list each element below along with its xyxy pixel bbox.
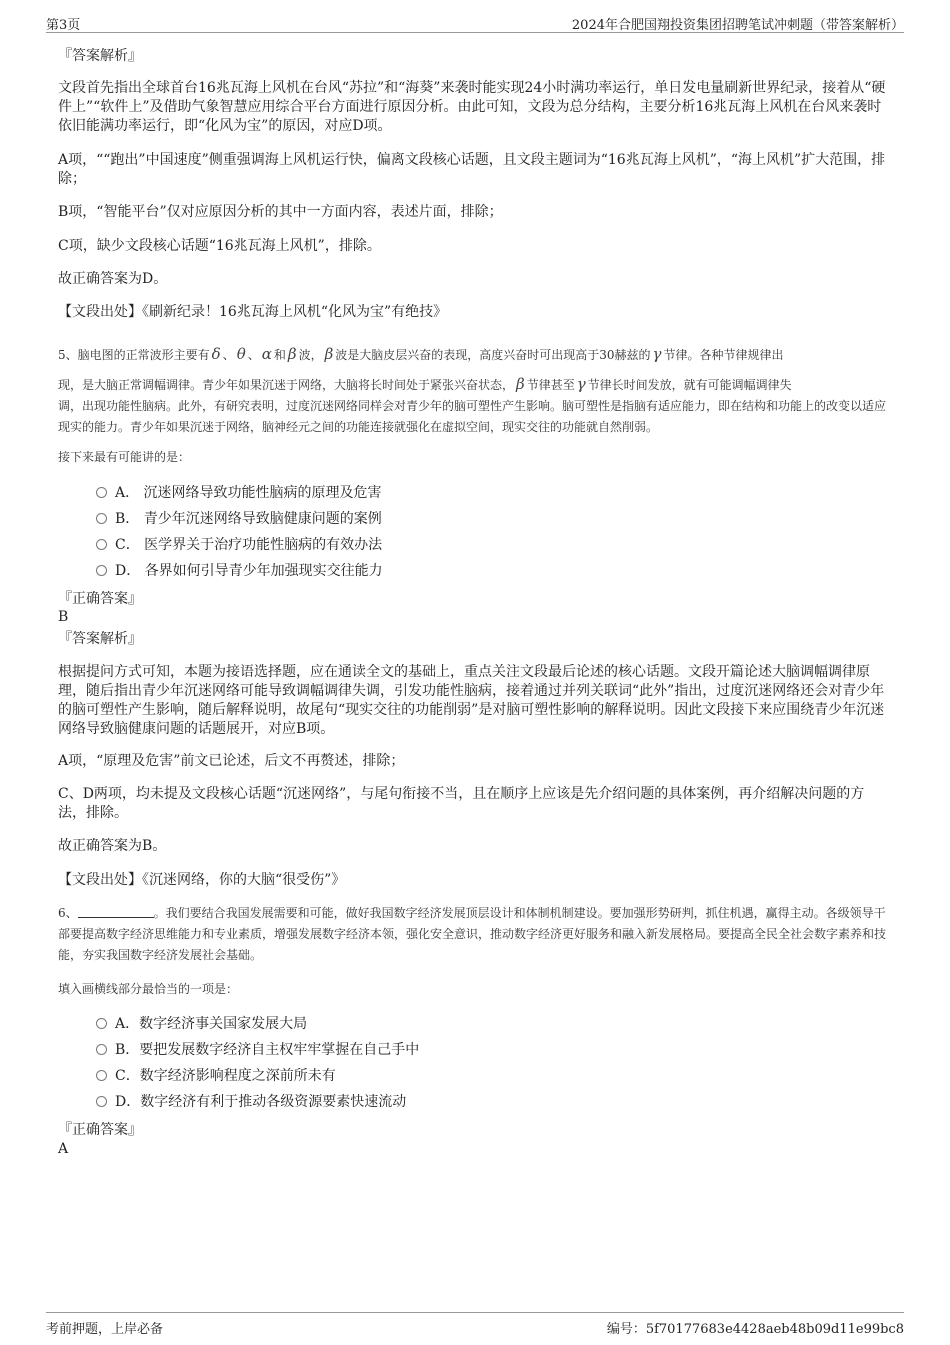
- q5-analysis-text: 根据提问方式可知，本题为接语选择题，应在通读全文的基础上，重点关注文段最后论述的核心话题。文段开篇论述大脑调幅调律原理，随后指出青少年沉迷网络可能导致调幅调律失调，引发功能性脑病，接着通过并列关联词“此外”指出，过度沉迷网络还会对青少年的脑可塑性产生影响，随后解释说明，故尾句“现实交往的功能削弱”是对脑可塑性影响的解释说明。因此文段接下来应围绕青少年沉迷网络导致脑健康问题的话题展开，对应B项。: [58, 664, 885, 737]
- q4-source: 【文段出处】《刷新纪录！16兆瓦海上风机“化风为宝”有绝技》: [58, 304, 448, 320]
- q6-option-a[interactable]: A．数字经济事关国家发展大局: [96, 1014, 307, 1034]
- q5-analysis-label: 『答案解析』: [58, 631, 142, 647]
- q4-analysis-text: 文段首先指出全球首台16兆瓦海上风机在台风“苏拉”和“海葵”来袭时能实现24小时满功率运行，单日发电量刷新世界纪录，接着从“硬件上”“软件上”及借助气象智慧应用综合平台方面进行原因分析。由此可知，文段为总分结构，主要分析16兆瓦海上风机在台风来袭时依旧能满功率运行，即“化风为宝”的原因，对应D项。: [58, 80, 886, 134]
- alpha-symbol: α: [261, 345, 272, 363]
- q5-answer-label: 『正确答案』: [58, 591, 142, 607]
- q5-stem: 5、脑电图的正常波形主要有 δ 、 θ 、 α 和 β 波， β 波是大脑皮层兴奋的表现，高度兴奋时可出现高于30赫兹的 γ 节律。各种节律规律出 现，是大脑正常调幅调律。青少年如果沉迷于网络，大脑将长时间处于紧张兴奋状态， β 节律甚至 γ 节律长时间发放，就有可能调幅调律失 调，出现功能性脑病。此外，有研究表明，过度沉迷网络同样会对青少年的脑可塑性产生影响。脑可塑性是指脑有适应能力，即在结构和功能上的改变以适应现实的能力。青少年如果沉迷于网络，脑神经元之间的功能连接就强化在虚拟空间，现实交往的功能就自然削弱。: [58, 345, 887, 434]
- q5-option-c[interactable]: C． 医学界关于治疗功能性脑病的有效办法: [96, 535, 382, 555]
- theta-symbol: θ: [236, 345, 246, 363]
- radio-icon[interactable]: [96, 1018, 107, 1029]
- q5-answer: B: [58, 609, 69, 625]
- beta-symbol: β: [516, 375, 525, 393]
- fill-blank: [78, 905, 154, 918]
- delta-symbol: δ: [211, 345, 221, 363]
- document-id: 编号：5f70177683e4428aeb48b09d11e99bc8: [606, 1322, 904, 1337]
- radio-icon[interactable]: [96, 1044, 107, 1055]
- gamma-symbol: γ: [652, 345, 662, 363]
- beta-symbol: β: [324, 345, 334, 363]
- q5-prompt: 接下来最有可能讲的是：: [58, 450, 191, 464]
- q6-answer: A: [58, 1141, 69, 1157]
- document-title: 2024年合肥国翔投资集团招聘笔试冲刺题（带答案解析）: [571, 18, 904, 33]
- q5-conclusion: 故正确答案为B。: [58, 838, 167, 854]
- radio-icon[interactable]: [96, 565, 107, 576]
- q6-option-d[interactable]: D．数字经济有利于推动各级资源要素快速流动: [96, 1092, 406, 1112]
- gamma-symbol: γ: [576, 375, 586, 393]
- q6-prompt: 填入画横线部分最恰当的一项是：: [58, 982, 239, 996]
- q5-option-d[interactable]: D． 各界如何引导青少年加强现实交往能力: [96, 561, 383, 581]
- q5-option-b[interactable]: B． 青少年沉迷网络导致脑健康问题的案例: [96, 509, 382, 529]
- q5-option-cd-explain: C、D两项，均未提及文段核心话题“沉迷网络”，与尾句衔接不当，且在顺序上应该是先介绍问题的具体案例，再介绍解决问题的方法，排除。: [58, 786, 865, 821]
- radio-icon[interactable]: [96, 539, 107, 550]
- q6-option-c[interactable]: C．数字经济影响程度之深前所未有: [96, 1066, 336, 1086]
- radio-icon[interactable]: [96, 487, 107, 498]
- q4-option-b-explain: B项，“智能平台”仅对应原因分析的其中一方面内容，表述片面，排除；: [58, 204, 503, 220]
- q4-option-c-explain: C项，缺少文段核心话题“16兆瓦海上风机”，排除。: [58, 238, 381, 254]
- page-header: [46, 12, 904, 33]
- q6-answer-label: 『正确答案』: [58, 1122, 142, 1138]
- beta-symbol: β: [287, 345, 297, 363]
- page-footer: [46, 1312, 904, 1335]
- q5-source: 【文段出处】《沉迷网络，你的大脑“很受伤”》: [58, 872, 346, 888]
- footer-slogan: 考前押题，上岸必备: [46, 1322, 164, 1337]
- radio-icon[interactable]: [96, 513, 107, 524]
- page-number: 第3页: [46, 18, 81, 33]
- q4-conclusion: 故正确答案为D。: [58, 271, 168, 287]
- q4-option-a-explain: A项，““跑出”中国速度”侧重强调海上风机运行快，偏离文段核心话题，且文段主题词为“16兆瓦海上风机”，“海上风机”扩大范围，排除；: [58, 152, 886, 187]
- radio-icon[interactable]: [96, 1096, 107, 1107]
- q5-option-a[interactable]: A． 沉迷网络导致功能性脑病的原理及危害: [96, 483, 382, 503]
- q4-analysis-label: 『答案解析』: [58, 48, 142, 64]
- q6-option-b[interactable]: B．要把发展数字经济自主权牢牢掌握在自己手中: [96, 1040, 419, 1060]
- q5-option-a-explain: A项，“原理及危害”前文已论述，后文不再赘述，排除；: [58, 753, 405, 769]
- q6-stem: 6、 。我们要结合我国发展需要和可能，做好我国数字经济发展顶层设计和体制机制建设。要加强形势研判，抓住机遇，赢得主动。各级领导干部要提高数字经济思维能力和专业素质，增强发展数字经济本领，强化安全意识，推动数字经济更好服务和融入新发展格局。要提高全民全社会数字素养和技能，夯实我国数字经济发展社会基础。: [58, 906, 887, 962]
- radio-icon[interactable]: [96, 1070, 107, 1081]
